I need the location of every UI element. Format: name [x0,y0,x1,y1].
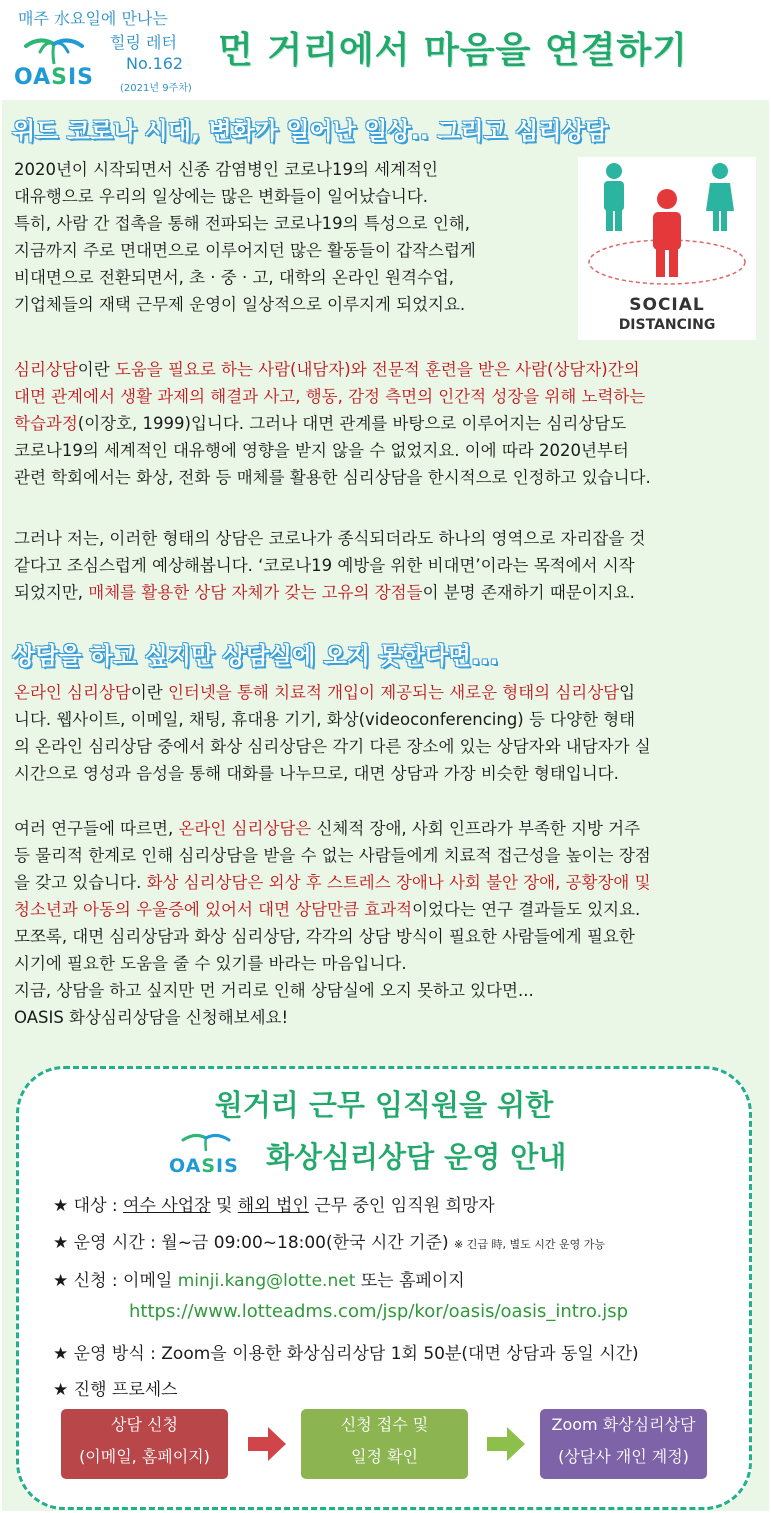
text-span: 또는 홈페이지 [355,1271,465,1291]
intro-line: 특히, 사람 간 접촉을 통해 전파되는 코로나19의 특성으로 인해, [14,214,470,233]
logo-text-is: IS [216,1155,239,1177]
logo-text-is: IS [68,65,95,90]
step-apply [61,1409,228,1479]
online-line: 니다. 웹사이트, 이메일, 채팅, 휴대용 기기, 화상(videoconferencing) 등 다양한 형태 [14,710,636,729]
tagline-weekly: 매주 水요일에 만나는 [18,9,168,28]
distancing-text: DISTANCING [618,317,716,333]
apply-row [53,1266,465,1291]
text-span: (이장호, 1999)입니다. 그러나 대면 관계를 바탕으로 이루어지는 심리상담도 [77,414,627,433]
text-span: 입 [619,683,636,702]
text-span: 을 갖고 있습니다. [14,873,147,892]
step-detail: (상담사 개인 계정) [558,1447,689,1466]
video-highlight: 화상 심리상담은 외상 후 스트레스 장애나 사회 불안 장애, 공황장애 및 [146,873,651,892]
text-span: 근무 중인 임직원 희망자 [308,1196,495,1216]
email-link[interactable]: minji.kang@lotte.net [177,1271,356,1291]
research-line: 시기에 필요한 도움을 줄 수 있기를 바라는 마음입니다. [14,954,407,973]
step-title: Zoom 화상심리상담 [551,1415,696,1434]
step-detail: (이메일, 홈페이지) [79,1447,210,1466]
logo-text-s: S [51,65,68,90]
arrow-right-icon [248,1427,286,1461]
text-span: 여러 연구들에 따르면, [14,819,179,838]
research-line: OASIS 화상심리상담을 신청해보세요! [14,1008,289,1027]
step-title: 신청 접수 및 [340,1415,429,1434]
video-highlight: 청소년과 아동의 우울증에 있어서 대면 상담만큼 효과적 [14,900,413,919]
section1-intro [14,156,476,318]
online-line: 의 온라인 심리상담 중에서 화상 심리상담은 각기 다른 장소에 있는 상담자와 내담자가 실 [14,737,651,756]
research-line: 모쪼록, 대면 심리상담과 화상 심리상담, 각각의 상담 방식이 필요한 사람들에게 필요한 [14,927,635,946]
online-line [14,679,651,706]
oasis-logo [14,34,94,90]
intro-line: 대유행으로 우리의 일상에는 많은 변화들이 일어났습니다. [14,187,429,206]
info-title-line1: 원거리 근무 임직원을 위한 [214,1088,554,1122]
step-session [540,1409,707,1479]
online-highlight: 온라인 심리상담은 [178,819,312,838]
target-site: 여수 사업장 [123,1196,211,1216]
hours-note: ※ 긴급 時, 별도 시간 운영 가능 [454,1238,605,1251]
text-span: 이란 [77,360,115,379]
logo-wordmark [14,65,94,90]
page-title: 먼 거리에서 마음을 연결하기 [218,30,688,71]
header [0,0,771,98]
arrow-right-icon [487,1427,525,1461]
process-label: ★ 진행 프로세스 [53,1380,178,1400]
step-detail: 일정 확인 [351,1447,418,1466]
section2-heading: 상담을 하고 싶지만 상담실에 오지 못한다면... [12,642,499,670]
section2-definition [14,679,651,787]
definition-line: 대면 관계에서 생활 과제의 해결과 사고, 행동, 감정 측면의 인간적 성장을 위해 노력하는 [14,387,646,406]
target-row [53,1191,495,1216]
text-span: 이 분명 존재하기 때문이지요. [422,583,635,602]
term-highlight: 온라인 심리상담 [14,683,131,702]
method-row: ★ 운영 방식 : Zoom을 이용한 화상심리상담 1회 50분(대면 상담과 동일 시간) [53,1344,639,1364]
term-highlight: 학습과정 [14,414,78,433]
section2-research [14,815,651,1031]
intro-line: 기업체들의 재택 근무제 운영이 일상적으로 이루지게 되었지요. [14,295,466,314]
text-span: 및 [210,1196,238,1216]
text-span: 신체적 장애, 사회 인프라가 부족한 지방 거주 [311,819,641,838]
intro-line: 지금까지 주로 면대면으로 이루어지던 많은 활동들이 갑작스럽게 [14,241,476,260]
online-line: 시간으로 영성과 음성을 통해 대화를 나누므로, 대면 상담과 가장 비슷한 형태입니다. [14,764,619,783]
social-distancing-image [578,157,756,340]
term-highlight: 심리상담 [14,360,78,379]
tagline-letter: 힐링 레터 [110,33,177,52]
advantage-highlight: 매체를 활용한 상담 자체가 갖는 고유의 장점들 [88,583,423,602]
definition-line: 관련 학회에서는 화상, 전화 등 매체를 활용한 심리상담을 한시적으로 인정하고 있습니다. [14,468,651,487]
step-title: 상담 신청 [111,1415,178,1434]
logo-wordmark [169,1155,239,1177]
section1-opinion [14,525,646,606]
logo-text-s: S [201,1155,217,1177]
logo-text-oa: OA [14,65,52,90]
social-text: SOCIAL [629,295,705,315]
definition-highlight: 인터넷을 통해 치료적 개입이 제공되는 새로운 형태의 심리상담 [167,683,620,702]
text-span: ★ 신청 : 이메일 [53,1271,178,1291]
text-span: 이었다는 연구 결과들도 있지요. [412,900,641,919]
palm-icon [14,34,94,66]
research-line: 등 물리적 한계로 인해 심리상담을 받을 수 없는 사람들에게 치료적 접근성을 높이는 장점 [14,846,651,865]
opinion-line [14,579,646,606]
homepage-link[interactable]: https://www.lotteadms.com/jsp/kor/oasis/oasis_intro.jsp [129,1301,629,1322]
hours-row [53,1228,605,1253]
info-title-line2: 화상심리상담 운영 안내 [266,1140,567,1174]
oasis-logo-small [169,1131,243,1177]
research-line [14,815,651,842]
step-confirm [301,1409,468,1479]
issue-date: (2021년 9주차) [120,83,192,94]
definition-line: 코로나19의 세계적인 대유행에 영향을 받지 않을 수 없었지요. 이에 따라 2020년부터 [14,441,629,460]
text-span: ★ 대상 : [53,1196,124,1216]
palm-icon [169,1131,243,1153]
research-line [14,896,651,923]
issue-number: No.162 [126,54,184,73]
opinion-line: 같다고 조심스럽게 예상해봅니다. ‘코로나19 예방을 위한 비대면’이라는 목적에서 시작 [14,556,635,575]
text-span: 되었지만, [14,583,89,602]
section1-heading: 위드 코로나 시대, 변화가 일어난 일상.. 그리고 심리상담 [12,117,608,145]
opinion-line: 그러나 저는, 이러한 형태의 상담은 코로나가 종식되더라도 하나의 영역으로 자리잡을 것 [14,529,646,548]
target-overseas: 해외 법인 [237,1196,309,1216]
people-distancing-icon [578,157,756,297]
intro-line: 비대면으로 전환되면서, 초 · 중 · 고, 대학의 온라인 원격수업, [14,268,455,287]
text-span: ★ 운영 시간 : 월~금 09:00~18:00(한국 시간 기준) [53,1233,454,1253]
definition-line [14,410,651,437]
intro-line: 2020년이 시작되면서 신종 감염병인 코로나19의 세계적인 [14,160,438,179]
definition-line [14,356,651,383]
logo-text-oa: OA [169,1155,202,1177]
text-span: 이란 [130,683,168,702]
service-info-box [16,1066,752,1510]
research-line [14,869,651,896]
definition-highlight: 도움을 필요로 하는 사람(내담자)와 전문적 훈련을 받은 사람(상담자)간의 [114,360,640,379]
research-line: 지금, 상담을 하고 싶지만 먼 거리로 인해 상담실에 오지 못하고 있다면... [14,981,534,1000]
section1-definition [14,356,651,491]
